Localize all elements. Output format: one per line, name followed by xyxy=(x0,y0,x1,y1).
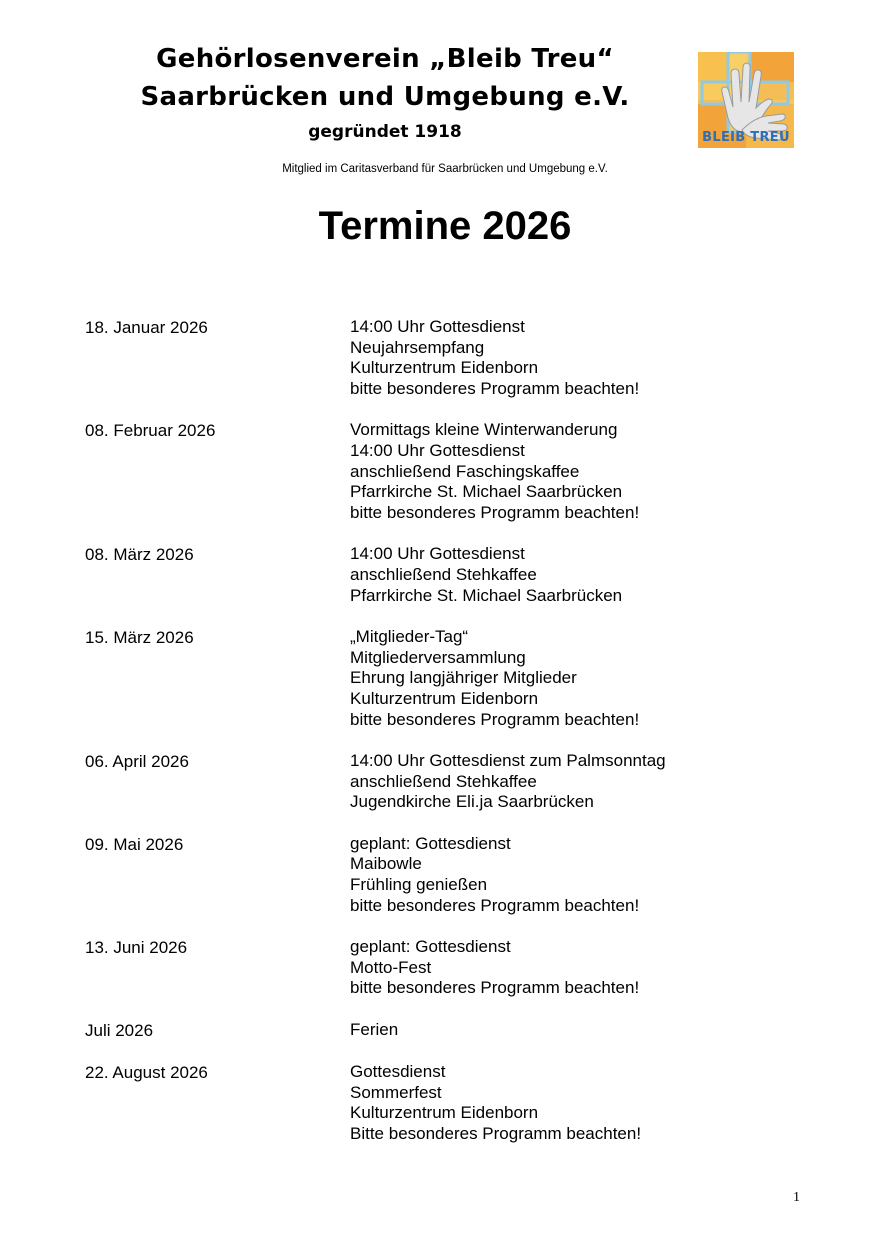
event-details xyxy=(350,317,805,399)
page-title: Termine 2026 xyxy=(318,204,572,248)
event-details xyxy=(350,544,805,606)
event-detail-line: Motto-Fest xyxy=(350,957,432,977)
event-details xyxy=(350,627,805,730)
event-detail-line: bitte besonderes Programm beachten! xyxy=(350,895,640,915)
event-detail-line: bitte besonderes Programm beachten! xyxy=(350,709,640,729)
event-list xyxy=(85,317,805,1165)
event-date: 08. Februar 2026 xyxy=(85,421,216,441)
event-detail-line: Frühling genießen xyxy=(350,875,488,895)
event-detail-line: Vormittags kleine Winterwanderung xyxy=(350,420,618,440)
event-date: 18. Januar 2026 xyxy=(85,318,208,337)
event-detail-line: bitte besonderes Programm beachten! xyxy=(350,502,640,522)
event-details xyxy=(350,1020,805,1041)
event-date: 08. März 2026 xyxy=(85,545,194,565)
event-detail-line: 14:00 Uhr Gottesdienst xyxy=(350,440,525,460)
event-details xyxy=(350,420,805,523)
page-number: 1 xyxy=(793,1190,800,1205)
membership-text: Mitglied im Caritasverband für Saarbrücken und Umgebung e.V. xyxy=(282,163,608,175)
event-detail-line: Maibowle xyxy=(350,854,422,874)
event-detail-line: bitte besonderes Programm beachten! xyxy=(350,978,640,998)
event-entry xyxy=(85,834,805,916)
event-entry xyxy=(85,1020,805,1041)
event-detail-line: Sommerfest xyxy=(350,1082,442,1102)
event-detail-line: anschließend Stehkaffee xyxy=(350,564,537,584)
event-detail-line: Pfarrkirche St. Michael Saarbrücken xyxy=(350,482,623,502)
event-detail-line: anschließend Stehkaffee xyxy=(350,771,537,791)
event-detail-line: geplant: Gottesdienst xyxy=(350,937,511,957)
event-detail-line: 14:00 Uhr Gottesdienst xyxy=(350,544,525,564)
membership-note xyxy=(0,163,890,175)
organization-location: Saarbrücken und Umgebung e.V. xyxy=(140,82,630,112)
organization-name: Gehörlosenverein „Bleib Treu“ xyxy=(156,44,614,74)
event-detail-line: Neujahrsempfang xyxy=(350,337,485,357)
event-detail-line: 14:00 Uhr Gottesdienst xyxy=(350,317,525,336)
event-date: 15. März 2026 xyxy=(85,628,194,648)
event-detail-line: Pfarrkirche St. Michael Saarbrücken xyxy=(350,585,623,605)
event-detail-line: Kulturzentrum Eidenborn xyxy=(350,1103,539,1123)
event-detail-line: Ferien xyxy=(350,1020,399,1040)
founding-year: gegründet 1918 xyxy=(308,122,462,142)
event-details xyxy=(350,834,805,916)
event-detail-line: Ehrung langjähriger Mitglieder xyxy=(350,668,577,688)
event-detail-line: Kulturzentrum Eidenborn xyxy=(350,688,539,708)
event-detail-line: 14:00 Uhr Gottesdienst zum Palmsonntag xyxy=(350,751,666,771)
event-detail-line: bitte besonderes Programm beachten! xyxy=(350,378,640,398)
logo-text: BLEIB TREU xyxy=(702,130,790,145)
event-detail-line: Gottesdienst xyxy=(350,1062,446,1082)
event-entry xyxy=(85,627,805,730)
event-entry xyxy=(85,1062,805,1144)
event-entry xyxy=(85,317,805,399)
organization-header xyxy=(120,40,650,146)
event-date: Juli 2026 xyxy=(85,1021,154,1041)
event-detail-line: anschließend Faschingskaffee xyxy=(350,461,580,481)
event-date: 09. Mai 2026 xyxy=(85,834,184,854)
event-detail-line: Mitgliederversammlung xyxy=(350,647,526,667)
event-entry xyxy=(85,937,805,999)
event-detail-line: Jugendkirche Eli.ja Saarbrücken xyxy=(350,792,594,812)
event-detail-line: Kulturzentrum Eidenborn xyxy=(350,358,539,378)
event-date: 13. Juni 2026 xyxy=(85,938,188,958)
event-date: 22. August 2026 xyxy=(85,1063,208,1083)
event-detail-line: „Mitglieder-Tag“ xyxy=(350,627,469,647)
event-details xyxy=(350,937,805,999)
event-details xyxy=(350,751,805,813)
event-entry xyxy=(85,544,805,606)
event-detail-line: Bitte besonderes Programm beachten! xyxy=(350,1123,642,1143)
event-entry xyxy=(85,420,805,523)
event-details xyxy=(350,1062,805,1144)
event-date: 06. April 2026 xyxy=(85,752,189,772)
bleib-treu-logo xyxy=(698,52,794,148)
event-entry xyxy=(85,751,805,813)
event-detail-line: geplant: Gottesdienst xyxy=(350,833,511,853)
